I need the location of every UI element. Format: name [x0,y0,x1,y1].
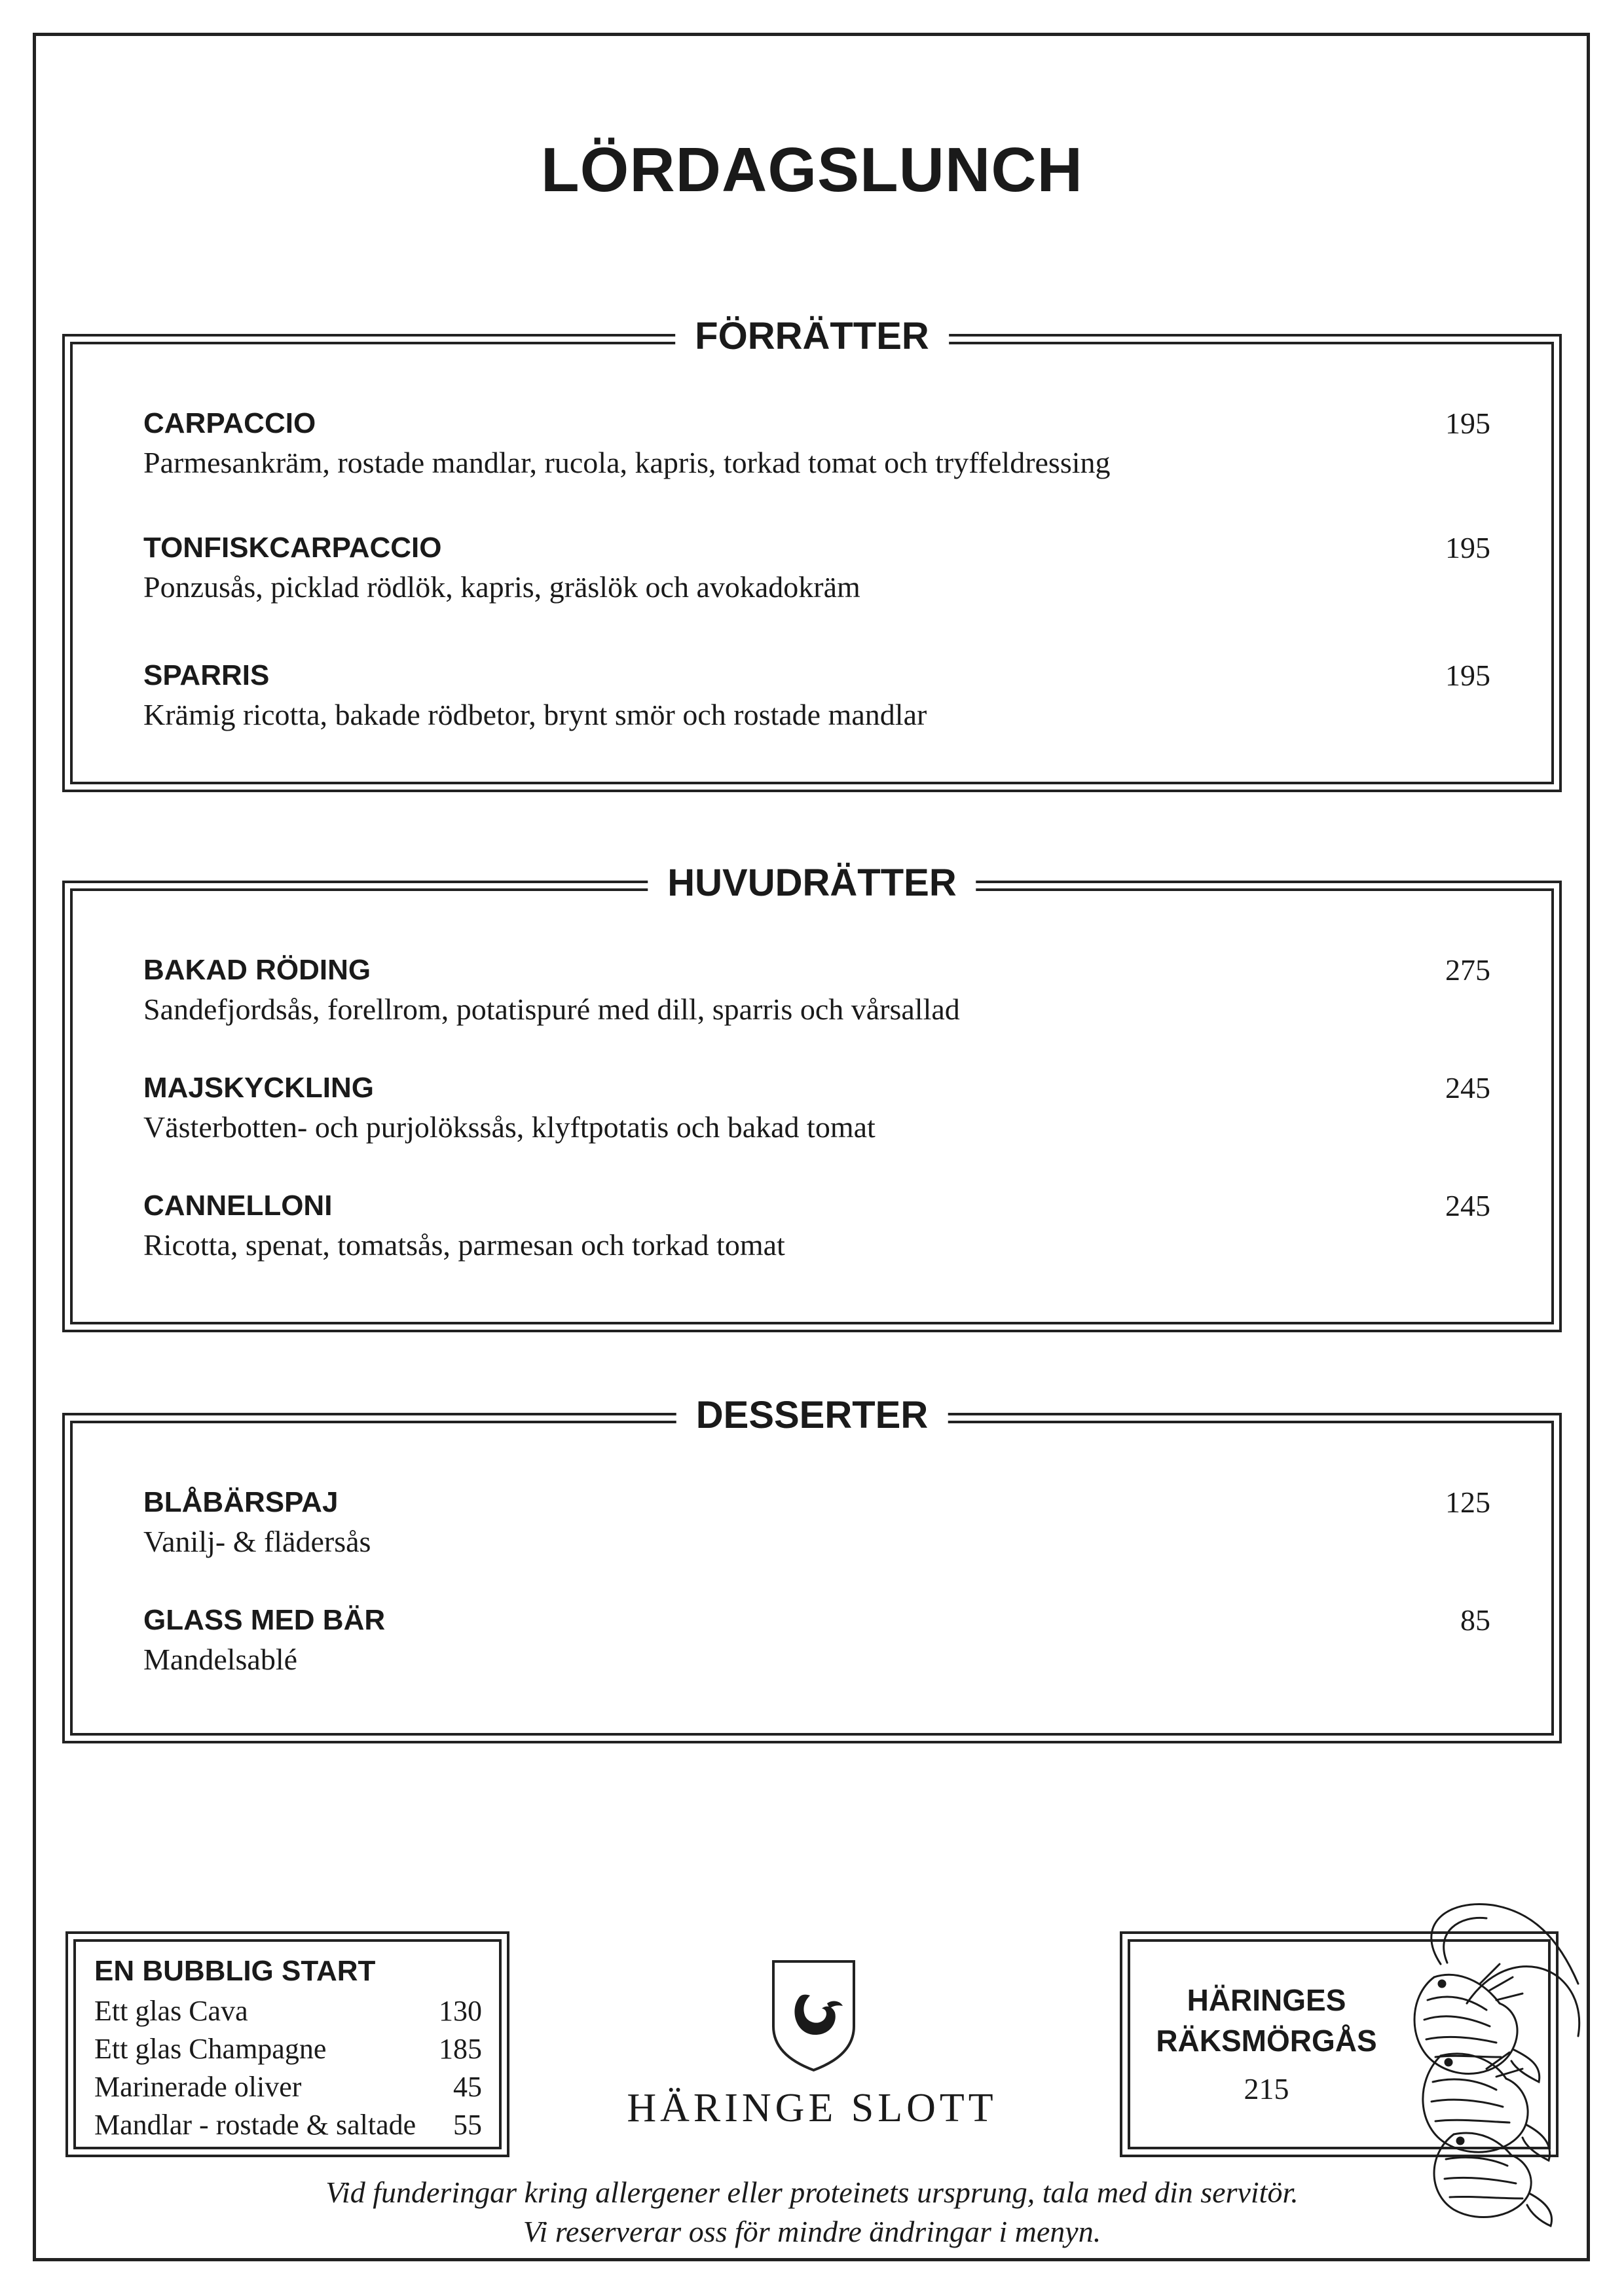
item-name: TONFISKCARPACCIO [143,532,442,564]
section-title: HUVUDRÄTTER [648,857,976,909]
item-name: MAJSKYCKLING [143,1072,375,1104]
item-description: Mandelsablé [143,1643,298,1676]
item-name: CANNELLONI [143,1190,333,1222]
allergen-note: Vid funderingar kring allergener eller proteinets ursprung, tala med din servitör. [325,2176,1299,2209]
item-name: CARPACCIO [143,407,316,439]
disclaimer-note: Vi reserverar oss för mindre ändringar i menyn. [523,2215,1101,2248]
item-description: Vanilj- & flädersås [143,1525,371,1558]
section-title: FÖRRÄTTER [675,310,949,363]
snack-name: Mandlar - rostade & saltade [94,2109,416,2141]
item-price: 195 [1445,531,1490,564]
item-price: 85 [1460,1603,1490,1637]
item-description: Parmesankräm, rostade mandlar, rucola, kapris, torkad tomat och tryffeldressing [143,446,1111,479]
item-name: SPARRIS [143,659,270,691]
item-description: Sandefjordsås, forellrom, potatispuré med dill, sparris och vårsallad [143,993,960,1026]
logo-wordmark: HÄRINGE SLOTT [627,2086,997,2130]
section-forratter [62,315,1562,792]
snack-price: 55 [453,2109,482,2141]
drink-name: Ett glas Cava [94,1995,248,2027]
shield-logo-icon [769,1958,858,2072]
item-name: GLASS MED BÄR [143,1604,386,1636]
item-description: Krämig ricotta, bakade rödbetor, brynt smör och rostade mandlar [143,698,927,731]
page-title: LÖRDAGSLUNCH [541,135,1083,205]
raksmorgas-price: 215 [1244,2072,1289,2105]
item-description: Västerbotten- och purjolökssås, klyftpotatis och bakad tomat [143,1110,876,1144]
bubbly-title: EN BUBBLIG START [94,1955,376,1987]
drink-price: 185 [439,2033,482,2065]
item-description: Ponzusås, picklad rödlök, kapris, gräslök och avokadokräm [143,570,860,604]
item-price: 195 [1445,407,1490,440]
raksmorgas-title-line1: HÄRINGES [1187,1983,1346,2017]
item-price: 245 [1445,1189,1490,1222]
list-item [94,1994,482,2032]
section-huvudratter [62,862,1562,1332]
snack-name: Marinerade oliver [94,2071,302,2103]
drink-price: 130 [439,1995,482,2027]
item-name: BLÅBÄRSPAJ [143,1486,339,1518]
item-name: BAKAD RÖDING [143,954,371,986]
snack-price: 45 [453,2071,482,2103]
item-price: 125 [1445,1485,1490,1519]
list-item [94,2032,482,2070]
section-title: DESSERTER [676,1389,948,1442]
item-price: 195 [1445,659,1490,692]
raksmorgas-title [1135,1980,1397,2061]
section-desserter [62,1394,1562,1743]
drink-name: Ett glas Champagne [94,2033,327,2065]
item-price: 245 [1445,1071,1490,1104]
item-price: 275 [1445,953,1490,987]
shrimp-illustration-icon [1362,1886,1598,2232]
item-description: Ricotta, spenat, tomatsås, parmesan och torkad tomat [143,1228,785,1262]
raksmorgas-title-line2: RÄKSMÖRGÅS [1156,2024,1377,2058]
